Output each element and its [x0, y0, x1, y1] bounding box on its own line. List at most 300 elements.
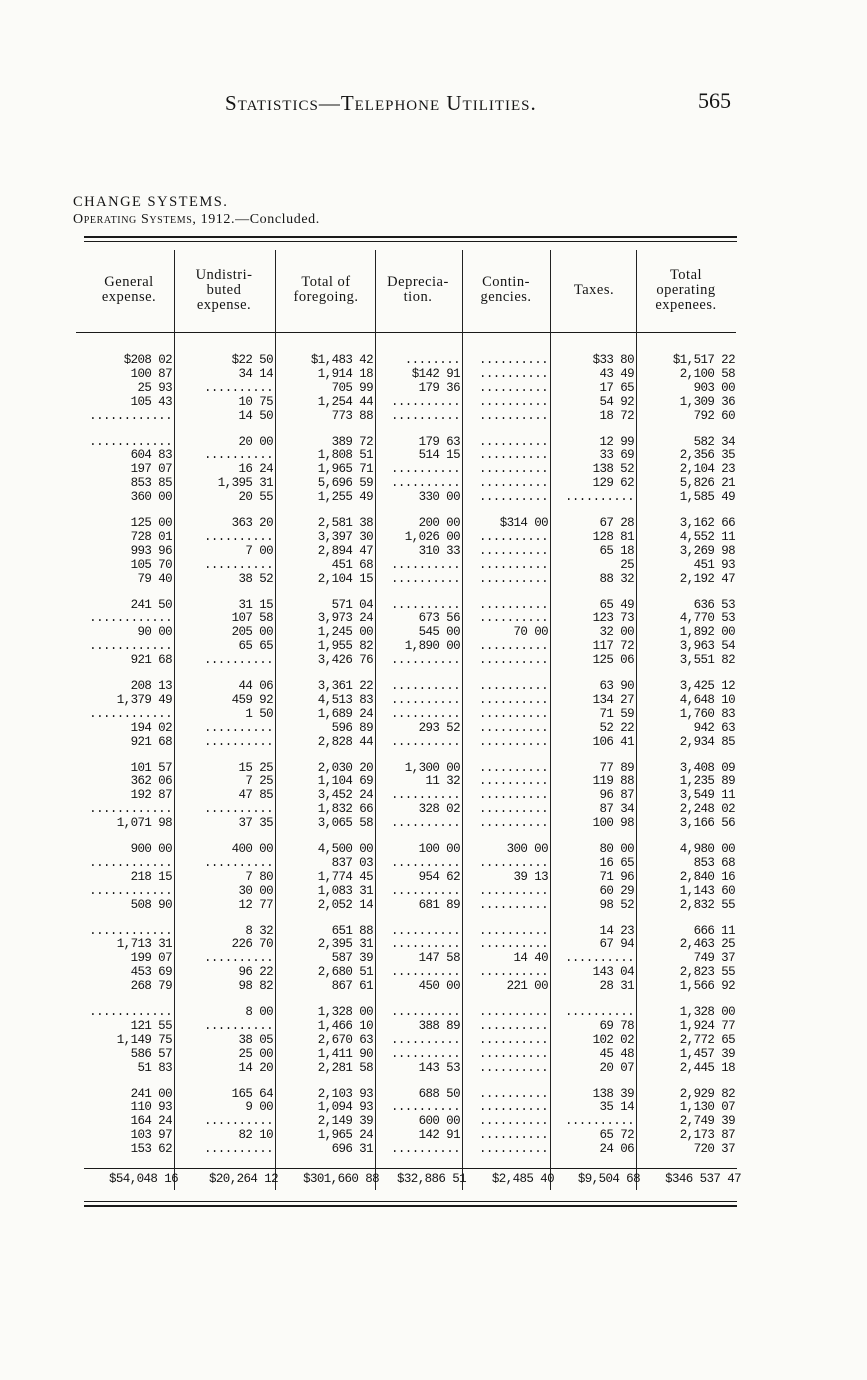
- table-cell: 268 79: [130, 979, 172, 994]
- table-cell: 134 27: [592, 692, 634, 707]
- table-cell: 688 50: [418, 1086, 460, 1101]
- table-cell: ..........: [390, 965, 460, 980]
- table-cell: 2,670 63: [317, 1032, 373, 1047]
- table-cell: 164 24: [130, 1114, 172, 1129]
- top-rule-2: [84, 241, 737, 242]
- table-cell: 8 00: [245, 1005, 273, 1019]
- table-cell: 1,890 00: [404, 639, 460, 654]
- table-cell: 2,680 51: [317, 965, 373, 980]
- table-cell: 24 06: [599, 1142, 634, 1157]
- table-cell: 47 85: [238, 788, 273, 803]
- table-cell: 125 06: [592, 653, 634, 668]
- table-cell: 15 25: [238, 760, 273, 775]
- table-cell: ..........: [478, 1018, 548, 1033]
- table-cell: 197 07: [130, 462, 172, 477]
- table-cell: ..........: [478, 774, 548, 789]
- table-cell: ..........: [390, 734, 460, 749]
- table-cell: 3,973 24: [317, 611, 373, 626]
- table-cell: ..........: [478, 720, 548, 735]
- table-cell: ..........: [478, 883, 548, 898]
- table-cell: 192 87: [130, 788, 172, 803]
- table-cell: ..........: [478, 571, 548, 586]
- total-cell: $301,660 88: [303, 1172, 379, 1186]
- table-cell: 194 02: [130, 720, 172, 735]
- table-cell: 65 18: [599, 543, 634, 558]
- table-cell: 1,104 69: [317, 774, 373, 789]
- table-cell: 600 00: [418, 1114, 460, 1129]
- table-cell: ..........: [478, 353, 548, 367]
- table-cell: 25 93: [137, 380, 172, 395]
- table-cell: 942 63: [693, 720, 735, 735]
- table-cell: 1,083 31: [317, 883, 373, 898]
- table-cell: ..........: [203, 951, 273, 966]
- table-cell: 125 00: [130, 516, 172, 530]
- table-cell: 101 57: [130, 760, 172, 775]
- table-cell: ..........: [564, 951, 634, 966]
- table-cell: 3,162 66: [679, 516, 735, 530]
- table-cell: 12 99: [599, 434, 634, 449]
- table-cell: 1,892 00: [679, 625, 735, 640]
- table-cell: 2,103 93: [317, 1086, 373, 1101]
- table-cell: ..........: [390, 476, 460, 491]
- table-cell: 921 68: [130, 734, 172, 749]
- table-cell: ..........: [203, 734, 273, 749]
- table-cell: ........: [404, 353, 460, 367]
- table-cell: 389 72: [331, 434, 373, 449]
- table-cell: 100 98: [592, 816, 634, 831]
- table-cell: $22 50: [231, 353, 273, 367]
- table-cell: ............: [89, 855, 172, 870]
- table-cell: ..........: [564, 1005, 634, 1019]
- table-cell: 7 25: [245, 774, 273, 789]
- table-cell: 749 37: [693, 951, 735, 966]
- table-cell: ..........: [478, 816, 548, 831]
- table-cell: 103 97: [130, 1128, 172, 1143]
- table-cell: ..........: [478, 1114, 548, 1129]
- table-cell: 451 93: [693, 557, 735, 572]
- table-cell: 90 00: [137, 625, 172, 640]
- table-cell: ..........: [478, 529, 548, 544]
- table-cell: 9 00: [245, 1100, 273, 1115]
- top-rule: [84, 236, 737, 238]
- table-cell: ..........: [564, 490, 634, 505]
- table-cell: ..........: [390, 394, 460, 409]
- table-cell: 1,774 45: [317, 869, 373, 884]
- table-cell: 651 88: [331, 923, 373, 938]
- table-cell: ..........: [478, 760, 548, 775]
- table-cell: ..........: [390, 816, 460, 831]
- column-header-total-of-foregoing: Total of foregoing.: [293, 274, 359, 305]
- table-cell: ..........: [203, 448, 273, 463]
- table-cell: ..........: [203, 720, 273, 735]
- table-cell: 1,411 90: [317, 1046, 373, 1061]
- running-title: Statistics—Telephone Utilities.: [225, 91, 537, 115]
- table-cell: ..........: [390, 883, 460, 898]
- table-cell: 32 00: [599, 625, 634, 640]
- table-cell: 63 90: [599, 679, 634, 693]
- subtitle-rest: 1912.—Concluded.: [196, 212, 320, 227]
- table-cell: 1,300 00: [404, 760, 460, 775]
- table-cell: 1,965 24: [317, 1128, 373, 1143]
- table-cell: 52 22: [599, 720, 634, 735]
- table-cell: 1,760 83: [679, 706, 735, 721]
- table-cell: 69 78: [599, 1018, 634, 1033]
- table-cell: 853 85: [130, 476, 172, 491]
- table-cell: 400 00: [231, 842, 273, 856]
- table-cell: ..........: [564, 1114, 634, 1129]
- table-cell: ..........: [478, 897, 548, 912]
- table-cell: 4,552 11: [679, 529, 735, 544]
- table-cell: 1,466 10: [317, 1018, 373, 1033]
- table-cell: ..........: [478, 611, 548, 626]
- table-cell: 105 43: [130, 394, 172, 409]
- table-cell: ..........: [390, 1100, 460, 1115]
- table-cell: ............: [89, 883, 172, 898]
- table-cell: ..........: [478, 490, 548, 505]
- table-cell: 586 57: [130, 1046, 172, 1061]
- table-cell: ..........: [203, 653, 273, 668]
- table-cell: ..........: [478, 965, 548, 980]
- table-cell: 681 89: [418, 897, 460, 912]
- table-cell: 65 65: [238, 639, 273, 654]
- table-cell: ..........: [390, 1032, 460, 1047]
- table-cell: ..........: [478, 476, 548, 491]
- table-cell: 582 34: [693, 434, 735, 449]
- table-cell: 121 55: [130, 1018, 172, 1033]
- table-cell: 2,581 38: [317, 516, 373, 530]
- table-cell: ..........: [478, 1060, 548, 1075]
- table-cell: 44 06: [238, 679, 273, 693]
- table-cell: 1 50: [245, 706, 273, 721]
- table-cell: 3,549 11: [679, 788, 735, 803]
- table-cell: 241 50: [130, 597, 172, 612]
- column-header-undistributed-expense: Undistri-buted expense.: [195, 266, 253, 313]
- table-cell: 20 07: [599, 1060, 634, 1075]
- table-cell: ..........: [390, 1142, 460, 1157]
- table-cell: ..........: [478, 1086, 548, 1101]
- table-cell: 666 11: [693, 923, 735, 938]
- table-cell: 993 96: [130, 543, 172, 558]
- table-cell: ............: [89, 923, 172, 938]
- table-cell: 4,513 83: [317, 692, 373, 707]
- table-cell: ..........: [478, 679, 548, 693]
- table-cell: 2,149 39: [317, 1114, 373, 1129]
- table-cell: 28 31: [599, 979, 634, 994]
- table-cell: 165 64: [231, 1086, 273, 1101]
- table-cell: 218 15: [130, 869, 172, 884]
- table-cell: 65 72: [599, 1128, 634, 1143]
- table-cell: 96 87: [599, 788, 634, 803]
- table-cell: ..........: [478, 434, 548, 449]
- table-cell: ..........: [478, 366, 548, 381]
- table-cell: ..........: [478, 802, 548, 817]
- table-cell: 129 62: [592, 476, 634, 491]
- total-cell: $2,485 40: [491, 1172, 554, 1186]
- table-cell: 153 62: [130, 1142, 172, 1157]
- table-cell: 514 15: [418, 448, 460, 463]
- table-cell: 71 96: [599, 869, 634, 884]
- table-cell: 1,914 18: [317, 366, 373, 381]
- table-cell: 77 89: [599, 760, 634, 775]
- table-cell: 1,235 89: [679, 774, 735, 789]
- table-cell: $1,483 42: [310, 353, 373, 367]
- table-cell: ..........: [390, 462, 460, 477]
- table-cell: ..........: [390, 855, 460, 870]
- table-cell: 360 00: [130, 490, 172, 505]
- table-cell: ..........: [478, 734, 548, 749]
- table-cell: 7 80: [245, 869, 273, 884]
- table-cell: ..........: [390, 692, 460, 707]
- table-cell: 119 88: [592, 774, 634, 789]
- table-cell: 128 81: [592, 529, 634, 544]
- table-cell: 508 90: [130, 897, 172, 912]
- table-cell: ..........: [478, 788, 548, 803]
- table-cell: 604 83: [130, 448, 172, 463]
- table-cell: 98 82: [238, 979, 273, 994]
- table-cell: 1,566 92: [679, 979, 735, 994]
- table-cell: 1,713 31: [116, 937, 172, 952]
- table-cell: 14 50: [238, 408, 273, 423]
- table-cell: 728 01: [130, 529, 172, 544]
- table-cell: ..........: [478, 1046, 548, 1061]
- table-cell: ..........: [203, 557, 273, 572]
- table-cell: 123 73: [592, 611, 634, 626]
- table-cell: 1,924 77: [679, 1018, 735, 1033]
- table-cell: 2,463 25: [679, 937, 735, 952]
- table-cell: 20 00: [238, 434, 273, 449]
- table-cell: 1,955 82: [317, 639, 373, 654]
- table-cell: 330 00: [418, 490, 460, 505]
- table-cell: 4,648 10: [679, 692, 735, 707]
- table-cell: 837 03: [331, 855, 373, 870]
- table-cell: 1,965 71: [317, 462, 373, 477]
- table-cell: 4,770 53: [679, 611, 735, 626]
- table-cell: 545 00: [418, 625, 460, 640]
- table-cell: 720 37: [693, 1142, 735, 1157]
- table-cell: 3,408 09: [679, 760, 735, 775]
- table-cell: 673 56: [418, 611, 460, 626]
- table-cell: 241 00: [130, 1086, 172, 1101]
- table-cell: 105 70: [130, 557, 172, 572]
- table-cell: 117 72: [592, 639, 634, 654]
- table-cell: ..........: [478, 394, 548, 409]
- table-cell: 3,963 54: [679, 639, 735, 654]
- table-cell: 87 34: [599, 802, 634, 817]
- table-cell: 3,452 24: [317, 788, 373, 803]
- table-cell: 453 69: [130, 965, 172, 980]
- table-cell: 5,696 59: [317, 476, 373, 491]
- table-cell: $142 91: [411, 366, 460, 381]
- table-cell: ..........: [478, 706, 548, 721]
- table-cell: 143 04: [592, 965, 634, 980]
- table-cell: ............: [89, 639, 172, 654]
- table-cell: ..........: [478, 937, 548, 952]
- table-cell: ..........: [478, 639, 548, 654]
- table-cell: 106 41: [592, 734, 634, 749]
- table-cell: 143 53: [418, 1060, 460, 1075]
- table-cell: 2,445 18: [679, 1060, 735, 1075]
- table-cell: ............: [89, 611, 172, 626]
- table-cell: $1,517 22: [672, 353, 735, 367]
- table-cell: 221 00: [506, 979, 548, 994]
- table-cell: 2,248 02: [679, 802, 735, 817]
- table-cell: 14 40: [513, 951, 548, 966]
- table-cell: 39 13: [513, 869, 548, 884]
- table-cell: 79 40: [137, 571, 172, 586]
- table-cell: 14 23: [599, 923, 634, 938]
- table-cell: ..........: [478, 408, 548, 423]
- table-cell: 3,425 12: [679, 679, 735, 693]
- table-cell: 2,840 16: [679, 869, 735, 884]
- bottom-rule: [84, 1201, 737, 1202]
- table-cell: 34 14: [238, 366, 273, 381]
- table-cell: 2,104 23: [679, 462, 735, 477]
- table-cell: 587 39: [331, 951, 373, 966]
- table-cell: 2,395 31: [317, 937, 373, 952]
- table-cell: 10 75: [238, 394, 273, 409]
- table-cell: 2,894 47: [317, 543, 373, 558]
- table-cell: ..........: [390, 1005, 460, 1019]
- table-cell: 100 87: [130, 366, 172, 381]
- table-cell: ..........: [478, 448, 548, 463]
- table-cell: 30 00: [238, 883, 273, 898]
- table-cell: 328 02: [418, 802, 460, 817]
- table-cell: ..........: [203, 1114, 273, 1129]
- table-cell: 1,379 49: [116, 692, 172, 707]
- section-subtitle: [73, 212, 320, 228]
- page-number: 565: [698, 88, 731, 113]
- table-cell: ..........: [390, 937, 460, 952]
- table-cell: 107 58: [231, 611, 273, 626]
- table-cell: 67 28: [599, 516, 634, 530]
- table-cell: ..........: [203, 802, 273, 817]
- table-cell: ..........: [390, 706, 460, 721]
- table-cell: 70 00: [513, 625, 548, 640]
- table-cell: 696 31: [331, 1142, 373, 1157]
- table-cell: 388 89: [418, 1018, 460, 1033]
- table-cell: 954 62: [418, 869, 460, 884]
- table-cell: ..........: [478, 855, 548, 870]
- section-title: CHANGE SYSTEMS.: [73, 194, 229, 210]
- table-cell: 31 15: [238, 597, 273, 612]
- header-rule: [76, 332, 736, 333]
- table-cell: 54 92: [599, 394, 634, 409]
- table-cell: 1,071 98: [116, 816, 172, 831]
- table-cell: ..........: [478, 1142, 548, 1157]
- table-cell: 2,823 55: [679, 965, 735, 980]
- table-cell: 1,255 49: [317, 490, 373, 505]
- table-cell: 2,173 87: [679, 1128, 735, 1143]
- column-header-depreciation: Deprecia-tion.: [387, 274, 449, 305]
- table-cell: ..........: [478, 462, 548, 477]
- table-cell: 310 33: [418, 543, 460, 558]
- table-cell: 1,328 00: [317, 1005, 373, 1019]
- total-cell: $32,886 51: [396, 1172, 466, 1186]
- totals-rule: [84, 1168, 737, 1169]
- table-cell: ..........: [390, 679, 460, 693]
- table-cell: 4,500 00: [317, 842, 373, 856]
- table-cell: ..........: [203, 855, 273, 870]
- table-cell: 459 92: [231, 692, 273, 707]
- table-cell: 3,166 56: [679, 816, 735, 831]
- bottom-rule-2: [84, 1205, 737, 1207]
- table-cell: 867 61: [331, 979, 373, 994]
- table-cell: 45 48: [599, 1046, 634, 1061]
- table-cell: 82 10: [238, 1128, 273, 1143]
- table-cell: ..........: [203, 1018, 273, 1033]
- table-cell: 2,052 14: [317, 897, 373, 912]
- table-cell: 900 00: [130, 842, 172, 856]
- table-cell: ............: [89, 706, 172, 721]
- table-cell: $33 80: [592, 353, 634, 367]
- table-cell: 7 00: [245, 543, 273, 558]
- table-cell: 3,361 22: [317, 679, 373, 693]
- table-cell: 20 55: [238, 490, 273, 505]
- table-cell: 2,934 85: [679, 734, 735, 749]
- table-cell: 205 00: [231, 625, 273, 640]
- table-cell: 1,309 36: [679, 394, 735, 409]
- table-cell: 199 07: [130, 951, 172, 966]
- table-cell: ..........: [478, 923, 548, 938]
- table-cell: 14 20: [238, 1060, 273, 1075]
- table-cell: ............: [89, 802, 172, 817]
- table-cell: 903 00: [693, 380, 735, 395]
- table-cell: 636 53: [693, 597, 735, 612]
- table-cell: 102 02: [592, 1032, 634, 1047]
- table-cell: 138 39: [592, 1086, 634, 1101]
- table-cell: 11 32: [425, 774, 460, 789]
- table-cell: 363 20: [231, 516, 273, 530]
- total-cell: $346 537 47: [665, 1172, 741, 1186]
- table-cell: 362 06: [130, 774, 172, 789]
- table-cell: 96 22: [238, 965, 273, 980]
- table-cell: 2,356 35: [679, 448, 735, 463]
- table-cell: 1,808 51: [317, 448, 373, 463]
- table-cell: 3,065 58: [317, 816, 373, 831]
- table-cell: ..........: [390, 571, 460, 586]
- column-header-general-expense: General expense.: [101, 274, 157, 305]
- table-cell: ..........: [478, 692, 548, 707]
- table-cell: ..........: [203, 529, 273, 544]
- table-cell: ..........: [478, 1032, 548, 1047]
- table-cell: 71 59: [599, 706, 634, 721]
- table-cell: $314 00: [499, 516, 548, 530]
- page-header: [0, 88, 867, 120]
- table-cell: 2,929 82: [679, 1086, 735, 1101]
- table-cell: ..........: [478, 1128, 548, 1143]
- table-cell: 1,149 75: [116, 1032, 172, 1047]
- table-cell: 226 70: [231, 937, 273, 952]
- table-cell: ..........: [478, 1005, 548, 1019]
- table-cell: 293 52: [418, 720, 460, 735]
- table-cell: 12 77: [238, 897, 273, 912]
- table-cell: 3,426 76: [317, 653, 373, 668]
- table-cell: 3,397 30: [317, 529, 373, 544]
- table-cell: 921 68: [130, 653, 172, 668]
- table-cell: ..........: [478, 1100, 548, 1115]
- table-cell: 1,143 60: [679, 883, 735, 898]
- table-cell: ..........: [390, 923, 460, 938]
- table-cell: 100 00: [418, 842, 460, 856]
- table-cell: 179 36: [418, 380, 460, 395]
- table-cell: 1,245 00: [317, 625, 373, 640]
- table-cell: 147 58: [418, 951, 460, 966]
- table-cell: 705 99: [331, 380, 373, 395]
- table-cell: 2,281 58: [317, 1060, 373, 1075]
- table-cell: 1,395 31: [217, 476, 273, 491]
- table-cell: 17 65: [599, 380, 634, 395]
- table-cell: 200 00: [418, 516, 460, 530]
